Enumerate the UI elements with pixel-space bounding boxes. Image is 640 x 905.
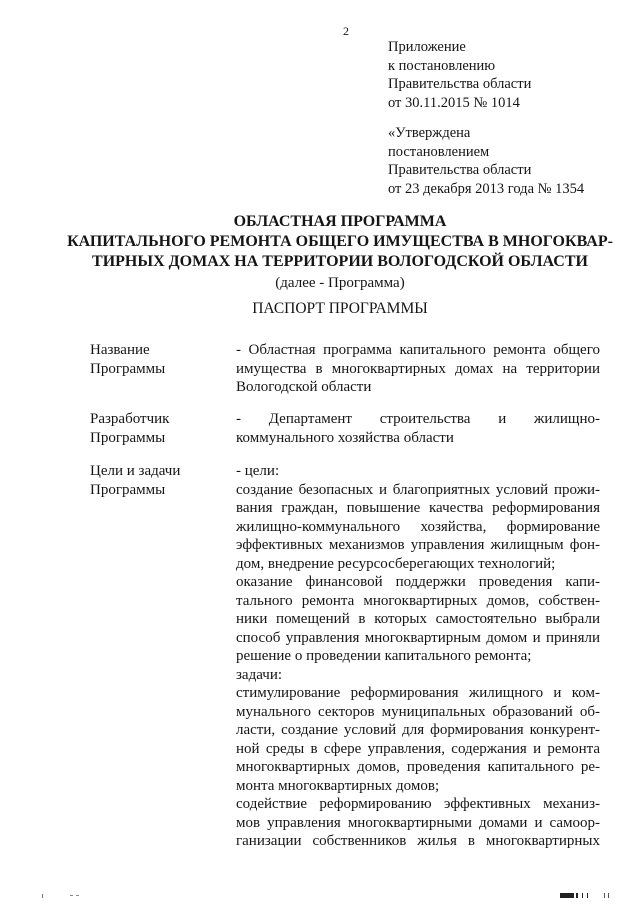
row-text-line: - цели: <box>236 463 280 479</box>
row-text-line: имущества в многоквартирных домах на территории <box>236 360 600 377</box>
approval-line: «Утверждена <box>388 125 471 141</box>
approval-line: постановлением <box>388 143 490 160</box>
document-title <box>40 212 640 293</box>
row-text-line: вания граждан, повышение качества реформирования <box>236 500 600 516</box>
title-line: ТИРНЫХ ДОМАХ НА ТЕРРИТОРИИ ВОЛОГОДСКОЙ ОБЛАСТИ <box>92 253 588 270</box>
row-label <box>90 410 220 447</box>
appendix-line: Приложение <box>388 39 466 55</box>
row-text-line: ласти, создание условий для формирования конкурент- <box>236 722 600 738</box>
title-subtitle: (далее - Программа) <box>275 275 405 291</box>
row-text-line: дом, внедрение ресурсосберегающих технологий; <box>236 555 556 572</box>
appendix-line: Правительства области <box>388 76 532 92</box>
row-text-line: тального ремонта многоквартирных домов, собствен- <box>236 592 600 609</box>
row-text-line: мов управления многоквартирными домами и самоор- <box>236 814 600 831</box>
row-text-line: монта многоквартирных домов; <box>236 777 440 794</box>
row-text-line: многоквартирных домов, проведения капитального ре- <box>236 759 600 775</box>
row-text-line: стимулирование реформирования жилищного и ком- <box>236 685 600 701</box>
row-label-line: Разработчик <box>90 411 170 427</box>
row-text-line: Вологодской области <box>236 379 372 395</box>
row-text-line: - Областная программа капитального ремонта общего <box>236 342 600 358</box>
appendix-line: от 30.11.2015 № 1014 <box>388 94 520 111</box>
row-label-line: Программы <box>90 360 166 377</box>
row-text <box>236 341 600 397</box>
row-text-line: задачи: <box>236 666 283 683</box>
row-text-line: жилищно-коммунального хозяйства, формирование <box>236 518 600 535</box>
appendix-block <box>388 38 531 112</box>
appendix-line: к постановлению <box>388 57 496 74</box>
row-text-line: способ управления многоквартирным домом и приняли <box>236 629 600 646</box>
row-text-line: эффективных механизмов управления жилищным фон- <box>236 537 600 553</box>
row-text <box>236 462 600 851</box>
row-label-line: Название <box>90 342 150 358</box>
scan-edge-marks <box>40 892 90 900</box>
row-text-line: оказание финансовой поддержки проведения капи- <box>236 574 600 590</box>
row-text-line: коммунального хозяйства области <box>236 429 454 446</box>
row-label <box>90 462 220 499</box>
row-text-line: мунального секторов муниципальных образований об- <box>236 703 600 720</box>
approval-line: от 23 декабря 2013 года № 1354 <box>388 180 585 197</box>
row-text-line: ной среды в сфере управления, содержания и ремонта <box>236 740 600 757</box>
row-label <box>90 341 220 378</box>
row-text-line: содействие реформированию эффективных механиз- <box>236 796 600 812</box>
title-line: ОБЛАСТНАЯ ПРОГРАММА <box>233 213 447 230</box>
approval-line: Правительства области <box>388 162 532 178</box>
row-label-line: Программы <box>90 481 166 498</box>
scan-barcode-marks <box>560 892 620 900</box>
title-line: КАПИТАЛЬНОГО РЕМОНТА ОБЩЕГО ИМУЩЕСТВА В МНОГОКВАР- <box>67 233 613 250</box>
row-text-line: ники помещений в которых самостоятельно выбрали <box>236 611 600 627</box>
row-label-line: Цели и задачи <box>90 463 181 479</box>
row-label-line: Программы <box>90 429 166 446</box>
row-text-line: создание безопасных и благоприятных условий прожи- <box>236 481 600 498</box>
row-text-line: решение о проведении капитального ремонта; <box>236 648 532 664</box>
page-number: 2 <box>343 24 349 38</box>
passport-heading: ПАСПОРТ ПРОГРАММЫ <box>252 300 428 317</box>
row-text-line: - Департамент строительства и жилищно- <box>236 411 600 427</box>
row-text-line: ганизации собственников жилья в многоквартирных <box>236 833 600 849</box>
approval-block <box>388 124 584 198</box>
row-text <box>236 410 600 447</box>
